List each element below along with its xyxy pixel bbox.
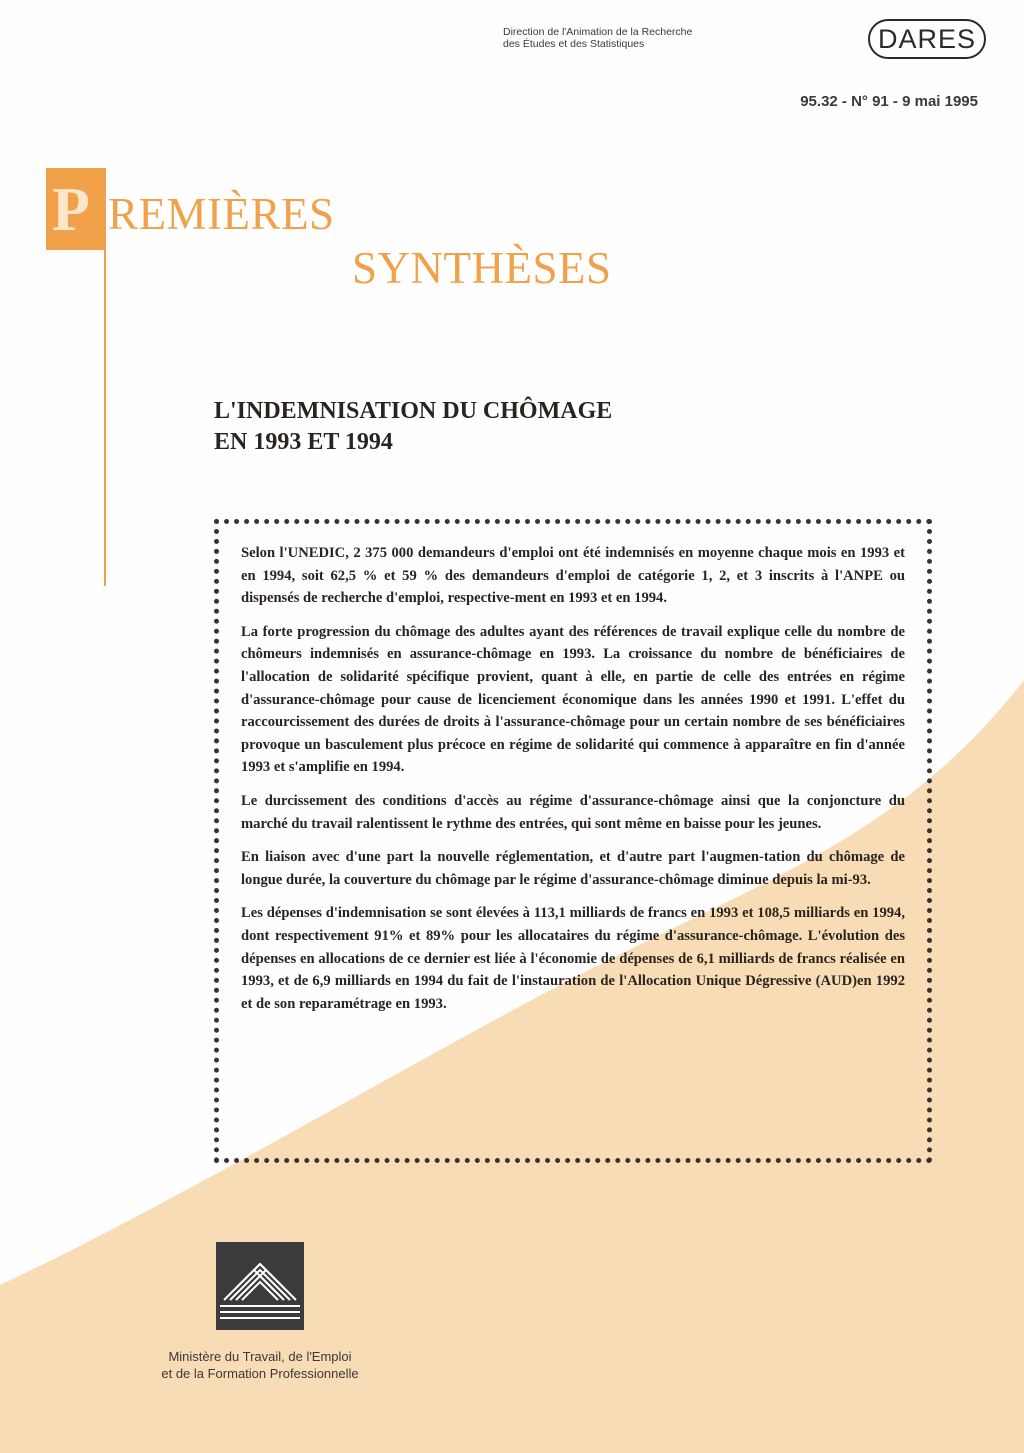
organization-line-2: des Études et des Statistiques	[503, 38, 645, 50]
ministry-name	[130, 1348, 390, 1382]
document-title-line-2: EN 1993 ET 1994	[214, 429, 393, 455]
dares-logo: DARES	[868, 19, 986, 59]
issue-reference: 95.32 - N° 91 - 9 mai 1995	[800, 93, 978, 110]
masthead-rule	[104, 168, 106, 586]
masthead-title-line-1: REMIÈRES	[108, 189, 335, 239]
summary-paragraph: Le durcissement des conditions d'accès au régime d'assurance-chômage ainsi que la conjoncture du marché du travail ralentissent le rythme des entrées, qui sont même en baisse pour les jeunes.	[241, 792, 905, 832]
masthead-initial: P	[52, 176, 90, 244]
ministry-line-1: Ministère du Travail, de l'Emploi	[168, 1349, 352, 1364]
organization-name	[503, 26, 763, 50]
masthead-title-line-2: SYNTHÈSES	[352, 243, 612, 293]
ministry-emblem-icon	[216, 1242, 304, 1330]
summary-box	[214, 519, 932, 1163]
ministry-line-2: et de la Formation Professionnelle	[161, 1366, 359, 1381]
organization-line-1: Direction de l'Animation de la Recherche	[503, 26, 693, 38]
summary-paragraph: En liaison avec d'une part la nouvelle réglementation, et d'autre part l'augmen-tation du chômage de longue durée, la couverture du chômage par le régime d'assurance-chômage diminue depuis la mi-93.	[241, 849, 905, 888]
document-title-line-1: L'INDEMNISATION DU CHÔMAGE	[214, 398, 613, 424]
document-title	[214, 396, 774, 458]
summary-paragraph: Les dépenses d'indemnisation se sont élevées à 113,1 milliards de francs en 1993 et 108,5 milliards en 1994, dont respectivement 91% et 89% pour les allocataires du régime d'assurance-chômage. L'évolution des dépenses en allocations de ce dernier est liée à l'économie de dépenses de 6,1 milliards de francs réalisée en 1993, et de 6,9 milliards en 1994 du fait de l'instauration de l'Allocation Unique Dégressive (AUD)en 1992 et de son reparamétrage en 1993.	[241, 905, 905, 1012]
summary-paragraph: Selon l'UNEDIC, 2 375 000 demandeurs d'emploi ont été indemnisés en moyenne chaque mois en 1993 et en 1994, soit 62,5 % et 59 % des demandeurs d'emploi de catégorie 1, 2, et 3 inscrits à l'ANPE ou dispensés de recherche d'emploi, respective-ment en 1993 et en 1994.	[241, 545, 905, 607]
summary-paragraph: La forte progression du chômage des adultes ayant des références de travail explique celle du nombre de chômeurs indemnisés en assurance-chômage en 1993. La croissance du nombre de bénéficiaires de l'allocation de solidarité spécifique provient, quant à elle, en partie de celle des entrées en régime d'assurance-chômage pour cause de licenciement économique dans les années 1990 et 1991. L'effet du raccourcissement des durées de droits à l'assurance-chômage pour un certain nombre de ses bénéficiaires provoque un basculement plus précoce en régime de solidarité qui commence à apparaître en fin d'année 1993 et s'amplifie en 1994.	[241, 623, 905, 776]
